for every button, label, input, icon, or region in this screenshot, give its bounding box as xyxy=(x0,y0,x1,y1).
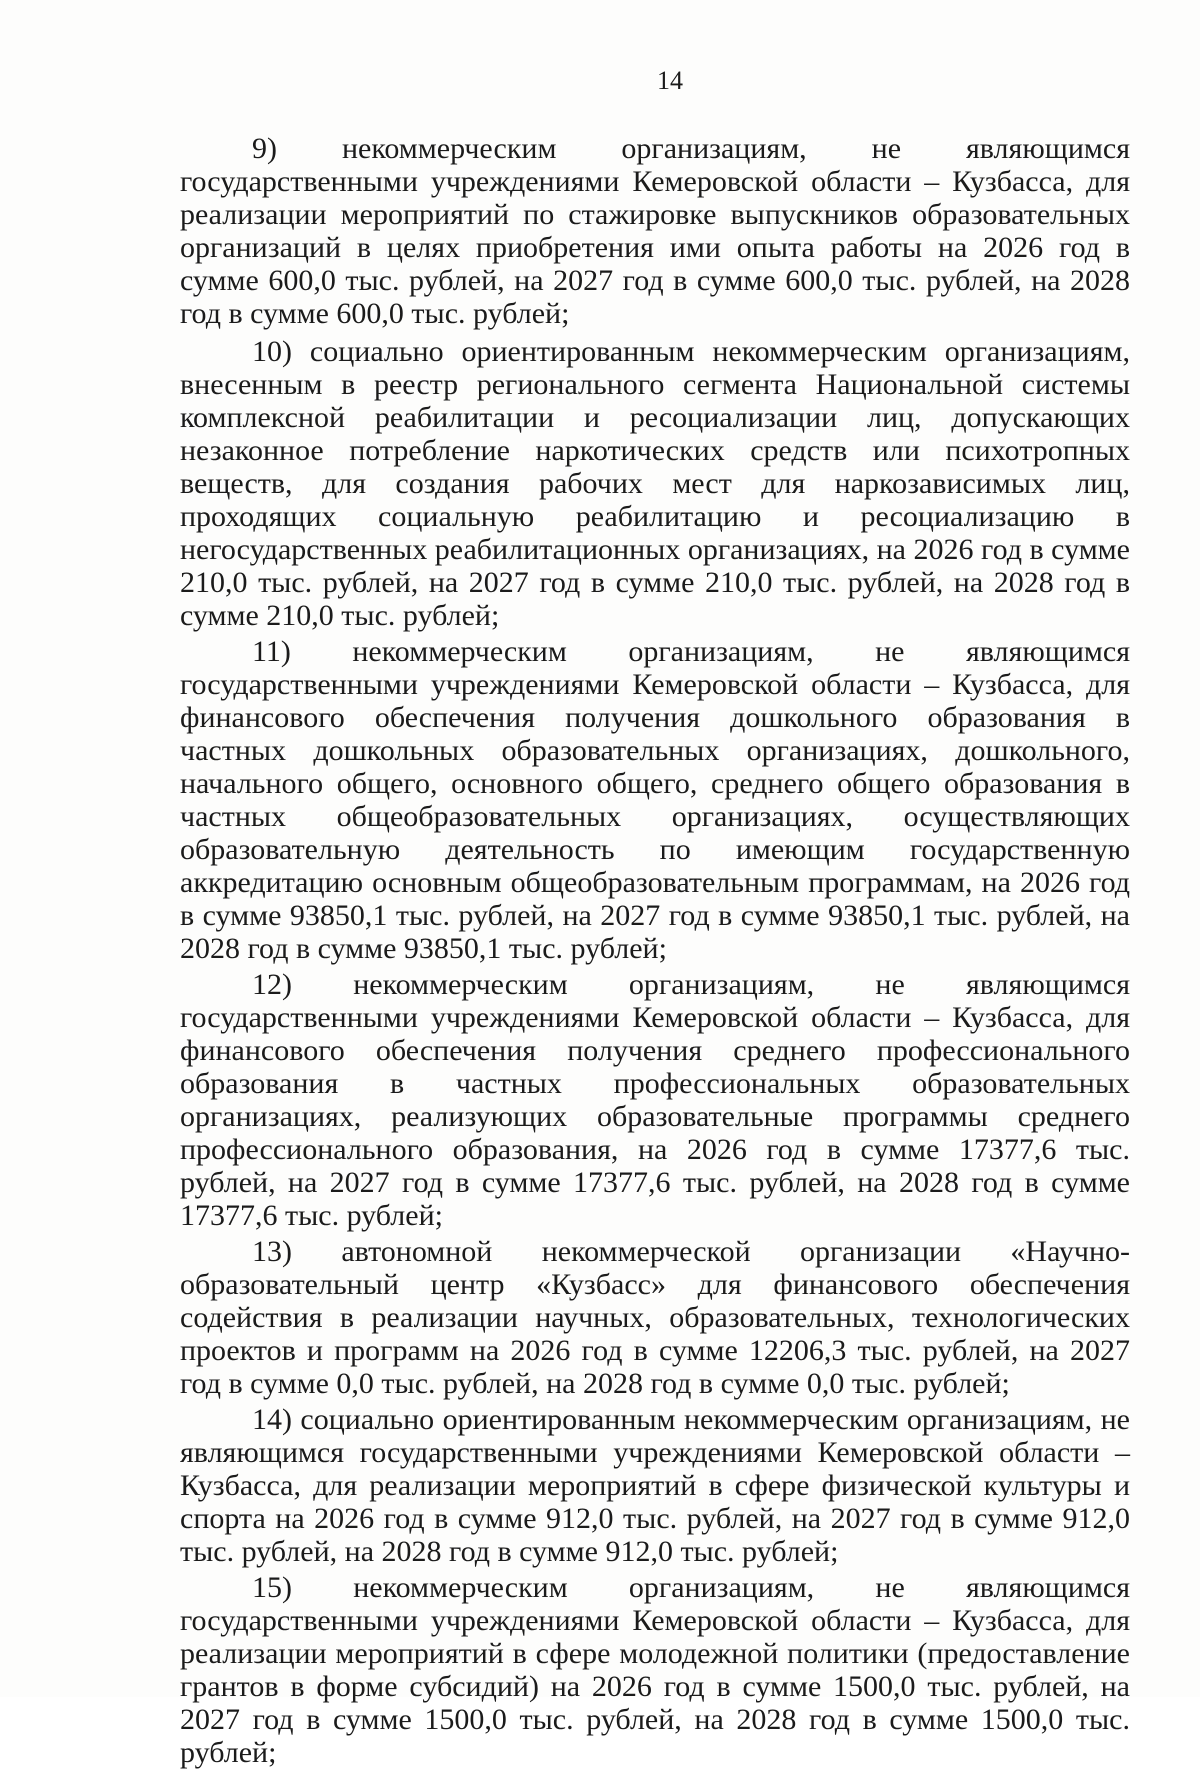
page-number: 14 xyxy=(657,66,683,95)
paragraph-item-13: 13) автономной некоммерческой организации «Научно-образовательный центр «Кузбасс» для финансового обеспечения содействия в реализации научных, образовательных, технологических проектов и программ на 2026 год в сумме 12206,3 тыс. рублей, на 2027 год в сумме 0,0 тыс. рублей, на 2028 год в сумме 0,0 тыс. рублей; xyxy=(180,1235,1130,1400)
paragraph-item-11: 11) некоммерческим организациям, не являющимся государственными учреждениями Кемеровской области – Кузбасса, для финансового обеспечения получения дошкольного образования в частных дошкольных образовательных организациях, дошкольного, начального общего, основного общего, среднего общего образования в частных общеобразовательных организациях, осуществляющих образовательную деятельность по имеющим государственную аккредитацию основным общеобразовательным программам, на 2026 год в сумме 93850,1 тыс. рублей, на 2027 год в сумме 93850,1 тыс. рублей, на 2028 год в сумме 93850,1 тыс. рублей; xyxy=(180,635,1130,965)
document-body xyxy=(180,132,1130,1769)
paragraph-item-10: 10) социально ориентированным некоммерческим организациям, внесенным в реестр регионального сегмента Национальной системы комплексной реабилитации и ресоциализации лиц, допускающих незаконное потребление наркотических средств или психотропных веществ, для создания рабочих мест для наркозависимых лиц, проходящих социальную реабилитацию и ресоциализацию в негосударственных реабилитационных организациях, на 2026 год в сумме 210,0 тыс. рублей, на 2027 год в сумме 210,0 тыс. рублей, на 2028 год в сумме 210,0 тыс. рублей; xyxy=(180,335,1130,632)
paragraph-item-12: 12) некоммерческим организациям, не являющимся государственными учреждениями Кемеровской области – Кузбасса, для финансового обеспечения получения среднего профессионального образования в частных профессиональных образовательных организациях, реализующих образовательные программы среднего профессионального образования, на 2026 год в сумме 17377,6 тыс. рублей, на 2027 год в сумме 17377,6 тыс. рублей, на 2028 год в сумме 17377,6 тыс. рублей; xyxy=(180,968,1130,1232)
paragraph-item-14: 14) социально ориентированным некоммерческим организациям, не являющимся государственными учреждениями Кемеровской области – Кузбасса, для реализации мероприятий в сфере физической культуры и спорта на 2026 год в сумме 912,0 тыс. рублей, на 2027 год в сумме 912,0 тыс. рублей, на 2028 год в сумме 912,0 тыс. рублей; xyxy=(180,1403,1130,1568)
paragraph-item-15: 15) некоммерческим организациям, не являющимся государственными учреждениями Кемеровской области – Кузбасса, для реализации мероприятий в сфере молодежной политики (предоставление грантов в форме субсидий) на 2026 год в сумме 1500,0 тыс. рублей, на 2027 год в сумме 1500,0 тыс. рублей, на 2028 год в сумме 1500,0 тыс. рублей; xyxy=(180,1571,1130,1769)
paragraph-item-9: 9) некоммерческим организациям, не являющимся государственными учреждениями Кемеровской области – Кузбасса, для реализации мероприятий по стажировке выпускников образовательных организаций в целях приобретения ими опыта работы на 2026 год в сумме 600,0 тыс. рублей, на 2027 год в сумме 600,0 тыс. рублей, на 2028 год в сумме 600,0 тыс. рублей; xyxy=(180,132,1130,330)
